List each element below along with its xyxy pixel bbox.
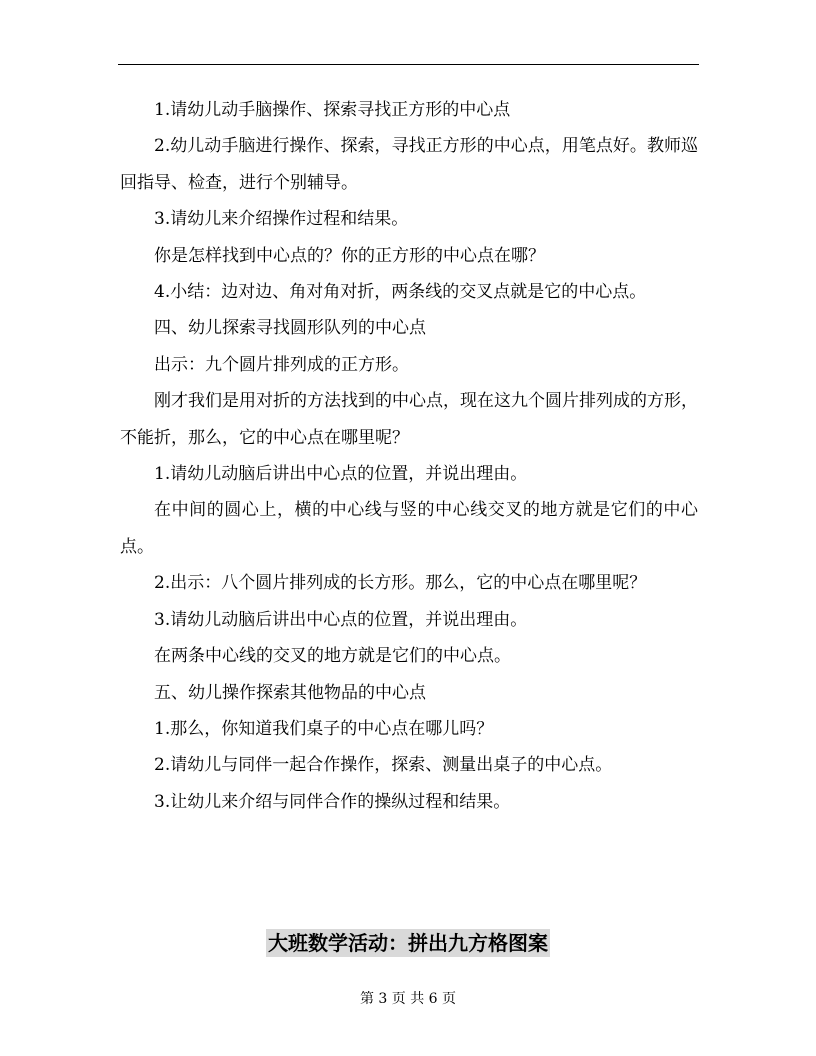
next-section-title: 大班数学活动：拼出九方格图案: [268, 931, 548, 955]
paragraph: 3.请幼儿来介绍操作过程和结果。: [154, 209, 409, 230]
paragraph: 2.出示：八个圆片排列成的长方形。那么，它的中心点在哪里呢？: [154, 573, 647, 594]
paragraph: 4.小结：边对边、角对角对折，两条线的交叉点就是它的中心点。: [154, 282, 647, 303]
paragraph: 3.请幼儿动脑后讲出中心点的位置，并说出理由。: [154, 609, 528, 630]
next-section-title-wrap: [0, 929, 816, 957]
paragraph: 2.请幼儿与同伴一起合作操作，探索、测量出桌子的中心点。: [154, 755, 613, 776]
page-footer: [0, 989, 816, 1009]
header-rule: [118, 64, 699, 65]
paragraph: 2.幼儿动手脑进行操作、探索，寻找正方形的中心点，用笔点好。教师巡回指导、检查，进行个别辅导。: [120, 136, 698, 193]
section-heading: 四、幼儿探索寻找圆形队列的中心点: [154, 318, 426, 339]
current-page-number: 3: [378, 991, 388, 1007]
document-body: [120, 92, 698, 820]
paragraph: 在两条中心线的交叉的地方就是它们的中心点。: [154, 646, 511, 667]
paragraph: 1.请幼儿动脑后讲出中心点的位置，并说出理由。: [154, 464, 528, 485]
footer-middle: 页 共: [387, 991, 429, 1007]
paragraph: 3.让幼儿来介绍与同伴合作的操纵过程和结果。: [154, 791, 511, 812]
paragraph: 1.请幼儿动手脑操作、探索寻找正方形的中心点: [154, 100, 511, 120]
paragraph: 在中间的圆心上，横的中心线与竖的中心线交叉的地方就是它们的中心点。: [120, 500, 698, 557]
paragraph: 出示：九个圆片排列成的正方形。: [154, 354, 409, 375]
paragraph: 1.那么，你知道我们桌子的中心点在哪儿吗？: [154, 718, 494, 739]
paragraph: 刚才我们是用对折的方法找到的中心点，现在这九个圆片排列成的方形，不能折，那么，它的中心点在哪里呢？: [120, 391, 698, 448]
footer-suffix: 页: [437, 991, 457, 1007]
footer-prefix: 第: [359, 991, 379, 1007]
paragraph: 你是怎样找到中心点的？你的正方形的中心点在哪？: [154, 245, 545, 266]
section-heading: 五、幼儿操作探索其他物品的中心点: [154, 682, 426, 703]
total-page-count: 6: [428, 991, 438, 1007]
